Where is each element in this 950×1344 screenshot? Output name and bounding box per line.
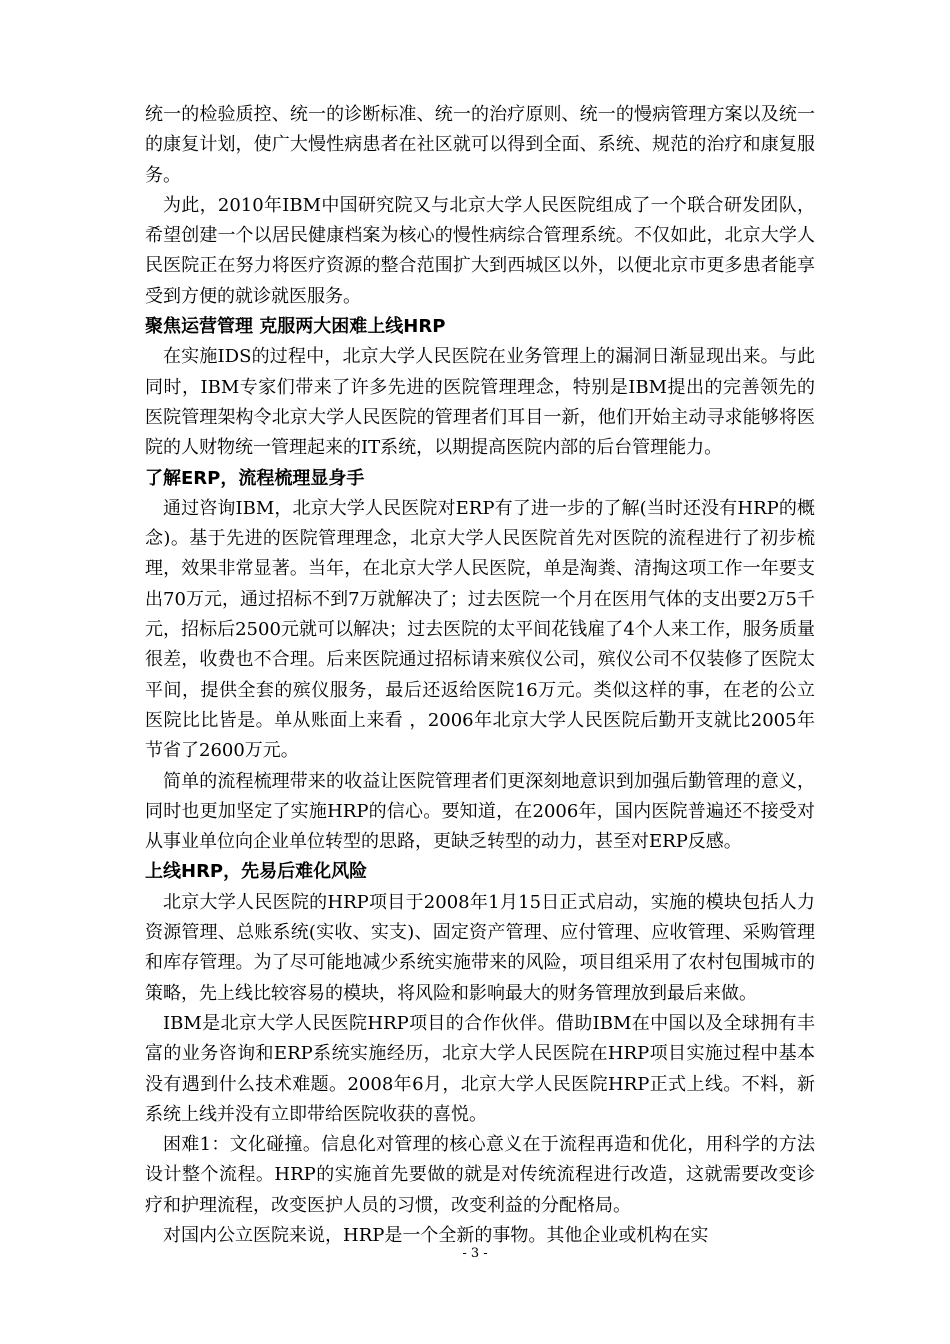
paragraph-1: 统一的检验质控、统一的诊断标准、统一的治疗原则、统一的慢病管理方案以及统一的康复计划，使广大慢性病患者在社区就可以得到全面、系统、规范的治疗和康复服务。 [145, 104, 815, 186]
paragraph-8: 困难1：文化碰撞。信息化对管理的核心意义在于流程再造和优化，用科学的方法设计整个流程。HRP的实施首先要做的就是对传统流程进行改造，这就需要改变诊疗和护理流程，改变医护人员的习惯，改变利益的分配格局。 [145, 1134, 815, 1216]
paragraph-5: 简单的流程梳理带来的收益让医院管理者们更深刻地意识到加强后勤管理的意义，同时也更加坚定了实施HRP的信心。要知道，在2006年，国内医院普遍还不接受对从事业单位向企业单位转型的思路，更缺乏转型的动力，甚至对ERP反感。 [145, 770, 815, 853]
paragraph-4: 通过咨询IBM，北京大学人民医院对ERP有了进一步的了解(当时还没有HRP的概念)。基于先进的医院管理理念，北京大学人民医院首先对医院的流程进行了初步梳理，效果非常显著。当年，在北京大学人民医院，单是淘粪、清掏这项工作一年要支出70万元，通过招标不到7万就解决了；过去医院一个月在医用气体的支出要2万5千元，招标后2500元就可以解决；过去医院的太平间花钱雇了4个人来工作，服务质量很差，收费也不合理。后来医院通过招标请来殡仪公司，殡仪公司不仅装修了医院太平间，提供全套的殡仪服务，最后还返给医院16万元。类似这样的事，在老的公立医院比比皆是。单从账面上来看 ，2006年北京大学人民医院后勤开支就比2005年节省了2600万元。 [145, 497, 815, 762]
paragraph-2: 为此，2010年IBM中国研究院又与北京大学人民医院组成了一个联合研发团队，希望创建一个以居民健康档案为核心的慢性病综合管理系统。不仅如此，北京大学人民医院正在努力将医疗资源的整合范围扩大到西城区以外，以便北京市更多患者能享受到方便的就诊就医服务。 [145, 194, 815, 307]
page-number: - 3 - [462, 1246, 488, 1261]
paragraph-7: IBM是北京大学人民医院HRP项目的合作伙伴。借助IBM在中国以及全球拥有丰富的业务咨询和ERP系统实施经历，北京大学人民医院在HRP项目实施过程中基本没有遇到什么技术难题。2008年6月，北京大学人民医院HRP正式上线。不料，新系统上线并没有立即带给医院收获的喜悦。 [145, 1012, 815, 1125]
section-heading-1: 聚焦运营管理 克服两大困难上线HRP [145, 316, 446, 338]
paragraph-6: 北京大学人民医院的HRP项目于2008年1月15日正式启动，实施的模块包括人力资源管理、总账系统(实收、实支)、固定资产管理、应付管理、应收管理、采购管理和库存管理。为了尽可能地减少系统实施带来的风险，项目组采用了农村包围城市的策略，先上线比较容易的模块，将风险和影响最大的财务管理放到最后来做。 [145, 891, 815, 1004]
document-body [145, 100, 815, 1251]
section-heading-3: 上线HRP，先易后难化风险 [145, 861, 368, 883]
paragraph-9: 对国内公立医院来说，HRP是一个全新的事物。其他企业或机构在实 [163, 1224, 709, 1246]
paragraph-3: 在实施IDS的过程中，北京大学人民医院在业务管理上的漏洞日渐显现出来。与此同时，IBM专家们带来了许多先进的医院管理理念，特别是IBM提出的完善领先的医院管理架构令北京大学人民医院的管理者们耳目一新，他们开始主动寻求能够将医院的人财物统一管理起来的IT系统，以期提高医院内部的后台管理能力。 [145, 346, 815, 459]
section-heading-2: 了解ERP，流程梳理显身手 [145, 467, 365, 489]
